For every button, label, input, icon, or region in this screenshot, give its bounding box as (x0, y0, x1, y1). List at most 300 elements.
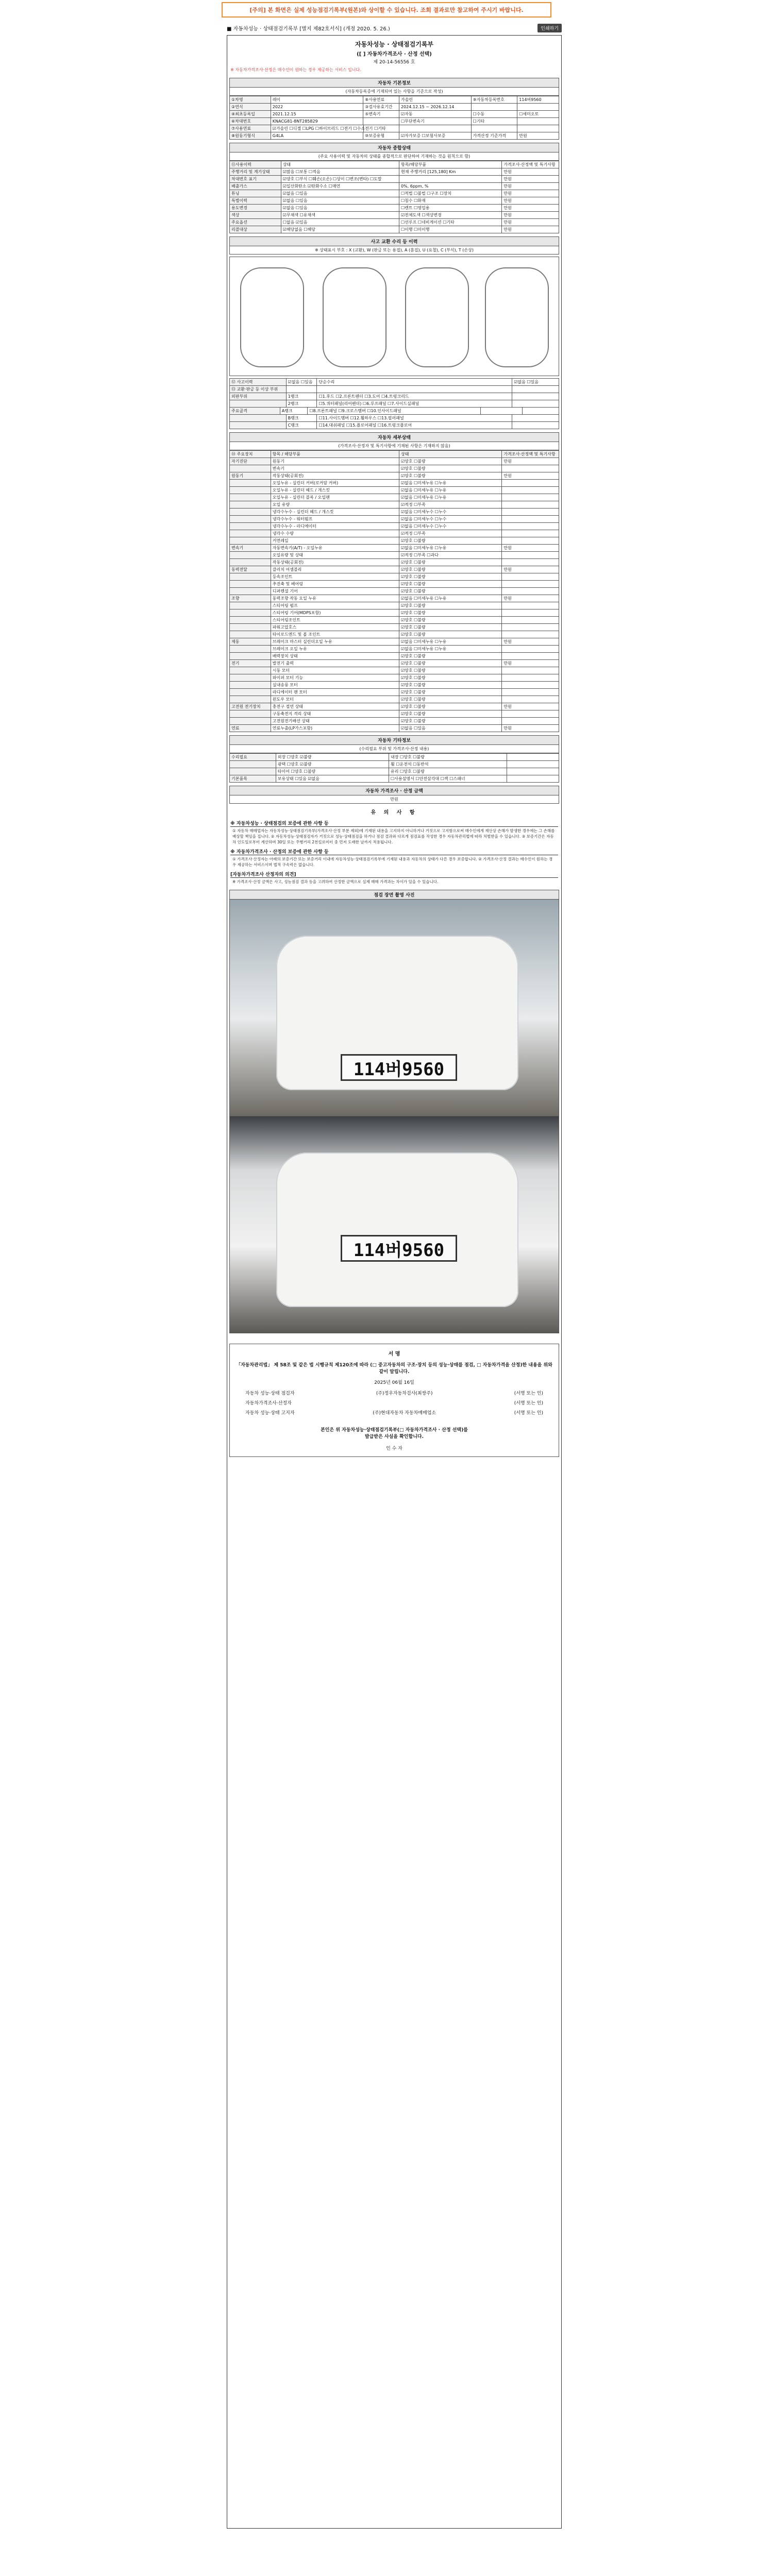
table-cell: ☑없음 ☐미세누유 ☐누유 (399, 638, 502, 646)
table-cell: 구동축전지 격리 상태 (271, 710, 399, 718)
table-cell: 가격산정 기준가격 (472, 132, 518, 140)
table-cell (502, 480, 559, 487)
table-row (230, 487, 559, 494)
accident-section (227, 236, 561, 429)
table-cell: 와이퍼 모터 기능 (271, 674, 399, 682)
status-note: (주요 사용이력 및 자동차의 상태를 종합적으로 판단하여 기재하는 것을 원칙으로 함) (229, 152, 559, 161)
table-cell (230, 516, 271, 523)
table-cell: ☑양호 ☐불량 (399, 581, 502, 588)
table-row (230, 480, 559, 487)
table-cell (502, 487, 559, 494)
table-row (230, 631, 559, 638)
top-bar (227, 23, 562, 33)
table-cell (230, 761, 276, 768)
table-cell: 만원 (502, 725, 559, 732)
detail-head: 자동차 세부상태 (229, 432, 559, 442)
table-cell: ☑없음 ☐있음 (281, 205, 399, 212)
table-cell: ☑양호 ☐불량 (399, 573, 502, 581)
notes-section-3-text: ※ 가격조사·산정 금액은 사고, 성능점검 결과 등을 고려하여 산정한 금액으로 실제 매매 가격과는 차이가 있을 수 있습니다. (232, 879, 439, 884)
table-cell: 오일유량 및 상태 (271, 552, 399, 559)
table-cell: ☑없음 ☐미세누수 ☐누수 (399, 509, 502, 516)
receipt-statement-1: 본인은 위 자동차성능·상태점검기록부(□ 자동차가격조사 · 산정 선택)를 (321, 1428, 468, 1433)
table-cell: ☑많음 ☐보통 ☐적음 (281, 168, 399, 176)
table-cell: 가솔린 (399, 96, 472, 104)
table-cell: ☑없음 ☐미세누유 ☐누유 (399, 646, 502, 653)
license-plate-2: 114버9560 (341, 1235, 457, 1262)
table-cell: ☑양호 ☐불량 (399, 559, 502, 566)
table-cell (230, 415, 287, 422)
table-header-cell: ⑭ 주요장치 (230, 451, 271, 458)
table-cell: ☐수동 (472, 111, 518, 118)
table-cell (230, 689, 271, 696)
table-cell (230, 523, 271, 530)
table-cell (230, 509, 271, 516)
table-cell: ☑적정 ☐부족 ☐과다 (399, 552, 502, 559)
table-row (230, 458, 559, 465)
notes-section-3-title: [자동차가격조사 산정자의 의견] (230, 871, 558, 878)
table-cell (512, 386, 559, 393)
table-cell: ☑없음 ☐미세누유 ☐누유 (399, 494, 502, 501)
table-cell: 특별이력 (230, 197, 281, 205)
table-cell: ☑적정 ☐부족 (399, 530, 502, 537)
table-cell: ☐침수 ☐화재 (399, 197, 502, 205)
table-cell: 스티어링 펌프 (271, 602, 399, 609)
table-row (230, 710, 559, 718)
table-cell (230, 682, 271, 689)
table-cell (502, 494, 559, 501)
table-cell (507, 754, 559, 761)
table-cell: 레이 (271, 96, 363, 104)
table-cell: 가격조사·산정액 및 특기사항 (502, 161, 559, 168)
table-cell: 파워고압호스 (271, 624, 399, 631)
table-cell (230, 573, 271, 581)
table-cell: ☑양호 ☐불량 (399, 682, 502, 689)
table-cell (502, 581, 559, 588)
table-cell: 발전기 출력 (271, 660, 399, 667)
table-cell (399, 176, 502, 183)
basic-info-section (227, 78, 561, 140)
table-cell (230, 588, 271, 595)
table-row (230, 703, 559, 710)
table-cell: ⑬ 교환·판금 등 이상 부위 (230, 386, 287, 393)
table-cell (230, 768, 276, 775)
table-cell: 추진축 및 베어링 (271, 581, 399, 588)
table-cell: ☑없음 ☐있음 (399, 725, 502, 732)
table-cell: 만원 (502, 190, 559, 197)
table-cell: 전기 (230, 660, 271, 667)
table-cell: 만원 (502, 212, 559, 219)
table-header-cell: 항목 / 해당부품 (271, 451, 399, 458)
table-cell: ☐없음 ☑있음 (281, 219, 399, 226)
table-cell: ☐세미오토 (517, 111, 559, 118)
table-row (230, 132, 559, 140)
table-cell: 외판부위 (230, 393, 287, 400)
other-info-section (227, 735, 561, 783)
appraiser-sign: (서명 또는 인) (514, 1401, 543, 1406)
table-cell: 조향 (230, 595, 271, 602)
table-cell: 동력조향 작동 오일 누유 (271, 595, 399, 602)
table-cell: 오일 유량 (271, 501, 399, 509)
table-cell: ⑩보증유형 (363, 132, 399, 140)
table-cell (472, 104, 518, 111)
table-cell (507, 768, 559, 775)
table-cell: ☑무채색 ☐유채색 (281, 212, 399, 219)
table-cell (502, 682, 559, 689)
table-cell: ☐14.대쉬패널 ☐15.플로어패널 ☐16.트렁크플로어 (317, 422, 512, 429)
table-cell: 만원 (502, 545, 559, 552)
table-cell: 2024.12.15 ~ 2026.12.14 (399, 104, 472, 111)
table-cell: 용도변경 (230, 205, 281, 212)
table-cell: ☐사용설명서 ☐안전삼각대 ☐잭 ☐스패너 (389, 775, 507, 783)
table-cell: 타이어 ☐양호 ☐불량 (276, 768, 389, 775)
table-cell: ☑없음 ☐미세누유 ☐누유 (399, 545, 502, 552)
table-cell: 만원 (502, 458, 559, 465)
table-row (230, 653, 559, 660)
table-cell: 1랭크 (287, 393, 317, 400)
table-row (230, 718, 559, 725)
table-cell (512, 400, 559, 408)
table-cell: ☐기타 (472, 118, 518, 125)
table-row (230, 176, 559, 183)
table-cell: 고전원전기배선 상태 (271, 718, 399, 725)
table-cell (517, 118, 559, 125)
table-row (230, 624, 559, 631)
doc-number: 제 20-14-56556 호 (373, 60, 415, 65)
table-cell: 만원 (517, 132, 559, 140)
table-cell: ☐무단변속기 (399, 118, 472, 125)
status-head: 자동차 종합상태 (229, 143, 559, 152)
table-cell: 원동기 (230, 472, 271, 480)
table-cell: KNACG81-8NT285829 (271, 118, 363, 125)
table-cell (230, 646, 271, 653)
table-row (230, 638, 559, 646)
table-row (230, 118, 559, 125)
table-cell: ☑일산화탄소 ☑탄화수소 ☐매연 (281, 183, 399, 190)
notes-head: 유 의 사 항 (371, 810, 418, 816)
table-cell: 등속조인트 (271, 573, 399, 581)
table-cell: 냉각수누수 - 라디에이터 (271, 523, 399, 530)
table-cell: 오일누유 - 실린더 헤드 / 개스킷 (271, 487, 399, 494)
table-row (230, 566, 559, 573)
table-row (230, 581, 559, 588)
table-cell (230, 653, 271, 660)
car-bottom-diagram (405, 267, 469, 367)
table-header-cell: 가격조사·산정액 및 특기사항 (502, 451, 559, 458)
table-cell (230, 667, 271, 674)
car-top-diagram (323, 267, 386, 367)
table-cell: 스티어링조인트 (271, 617, 399, 624)
table-row (230, 689, 559, 696)
table-cell: ☑양호 ☐불량 (399, 458, 502, 465)
table-cell: 튜닝 (230, 190, 281, 197)
table-cell (230, 552, 271, 559)
table-cell: 만원 (502, 183, 559, 190)
table-row (230, 545, 559, 552)
notifier-label: 자동차 성능·상태 고지자 (245, 1411, 295, 1416)
table-cell: B랭크 (287, 415, 317, 422)
table-cell: ☑양호 ☐불량 (399, 660, 502, 667)
table-row (230, 96, 559, 104)
table-cell: 작동상태(공회전) (271, 472, 399, 480)
table-cell: 오일누유 - 실린더 커버(로커암 커버) (271, 480, 399, 487)
table-cell: ☑없음 ☐미세누유 ☐누유 (399, 480, 502, 487)
table-cell: 자동변속기(A/T) - 오일누유 (271, 545, 399, 552)
table-cell: ☑자가보증 ☐보험사보증 (399, 132, 472, 140)
table-cell: 만원 (502, 197, 559, 205)
table-cell: ☑양호 ☐불량 (399, 566, 502, 573)
table-cell: 오일누유 - 실린더 블록 / 오일팬 (271, 494, 399, 501)
table-cell (512, 422, 559, 429)
table-cell: 만원 (502, 638, 559, 646)
license-plate-1: 114버9560 (341, 1054, 457, 1081)
other-info-table (229, 753, 559, 783)
table-cell (230, 617, 271, 624)
table-cell (502, 573, 559, 581)
table-cell: ☑양호 ☐불량 (399, 703, 502, 710)
table-cell: 만원 (502, 660, 559, 667)
table-cell (230, 696, 271, 703)
table-cell: C랭크 (287, 422, 317, 429)
basic-info-table (229, 96, 559, 140)
table-cell (517, 104, 559, 111)
inspection-document (227, 35, 562, 2529)
table-cell (502, 523, 559, 530)
table-cell: ☑없음 ☐있음 (512, 379, 559, 386)
table-row (230, 509, 559, 516)
table-cell (502, 530, 559, 537)
table-cell (502, 710, 559, 718)
table-cell: ⑪사용이력 (230, 161, 281, 168)
table-cell: 냉각수 수량 (271, 530, 399, 537)
table-cell (230, 487, 271, 494)
table-cell (502, 602, 559, 609)
table-row (230, 494, 559, 501)
table-cell: ☑없음 ☐있음 (281, 197, 399, 205)
table-cell: ☐렌트 ☐영업용 (399, 205, 502, 212)
signature-section (229, 1344, 559, 1457)
table-cell (502, 552, 559, 559)
table-cell: ⑥차대번호 (230, 118, 271, 125)
table-cell (472, 125, 518, 132)
table-cell: ☑양호 ☐불량 (399, 588, 502, 595)
accident-table (229, 378, 559, 429)
table-header-row (230, 451, 559, 458)
table-cell: ☑양호 ☐불량 (399, 653, 502, 660)
table-cell: ☑양호 ☐불량 (399, 624, 502, 631)
table-cell: 수리필요 (230, 754, 276, 761)
table-cell: 작동상태(공회전) (271, 559, 399, 566)
table-row (230, 226, 559, 233)
car-diagram-panel (229, 257, 559, 376)
table-cell: ☑양호 ☐불량 (399, 696, 502, 703)
doc-subtitle: ([ ] 자동차가격조사 · 산정 선택) (357, 52, 432, 57)
table-cell: 배출가스 (230, 183, 281, 190)
detail-table (229, 450, 559, 732)
table-row (230, 674, 559, 682)
table-cell: 상태 (281, 161, 399, 168)
table-cell: ☑없음 ☐미세누수 ☐누수 (399, 523, 502, 530)
table-cell (230, 710, 271, 718)
table-row (230, 609, 559, 617)
table-row (230, 212, 559, 219)
table-row (230, 472, 559, 480)
table-cell: ☐이행 ☐미이행 (399, 226, 502, 233)
table-cell: ☑해당없음 ☐해당 (281, 226, 399, 233)
table-cell (230, 631, 271, 638)
table-row (230, 501, 559, 509)
table-cell (517, 125, 559, 132)
table-row (230, 393, 559, 400)
table-cell: A랭크 (280, 408, 308, 415)
doc-title: 자동차성능 · 상태점검기록부 (355, 41, 434, 48)
table-cell: 만원 (502, 226, 559, 233)
table-cell (502, 646, 559, 653)
table-cell: ☐적법 ☐불법 ☐구조 ☐장치 (399, 190, 502, 197)
table-cell: ☐11.사이드멤버 ☐12.휠하우스 ☐13.필러패널 (317, 415, 512, 422)
table-cell (287, 386, 317, 393)
table-row (230, 379, 559, 386)
table-cell (502, 653, 559, 660)
table-cell: 만원 (502, 176, 559, 183)
table-row (230, 595, 559, 602)
signature-head: 서 명 (388, 1351, 400, 1357)
table-row (230, 190, 559, 197)
table-cell: 타이로드엔드 및 볼 조인트 (271, 631, 399, 638)
table-cell: ☑전체도색 ☐색상변경 (399, 212, 502, 219)
other-info-note: (수리필요 부위 및 가격조사·산정 내용) (229, 745, 559, 753)
notifier-name: (주)현대자동차 자동차매매업소 (373, 1411, 436, 1416)
table-cell: 차대번호 표기 (230, 176, 281, 183)
notes-section-2-text: ① 가격조사·산정자는 아래의 보증기간 또는 보증거리 이내에 자동차성능·상태점검기록부에 기재된 내용과 자동차의 상태가 다른 경우 보증합니다. ② 가격조사·산정 결과는 매수인이 원하는 경우 제공하는 서비스이며 법적 구속력은 없습니다. (232, 857, 553, 867)
table-cell (364, 125, 400, 132)
inspection-photo-rear (229, 1116, 559, 1333)
table-row (230, 559, 559, 566)
total-section (227, 786, 561, 804)
table-cell: ☑양호 ☐부식 ☐훼손(오손) ☐상이 ☐변조(변타) ☐도말 (281, 176, 399, 183)
table-cell: ☐1.후드 ☐2.프론트펜더 ☐3.도어 ☐4.트렁크리드 (317, 393, 512, 400)
table-row (230, 775, 559, 783)
table-row (230, 725, 559, 732)
total-head: 자동차 가격조사 · 산정 금액 (229, 786, 559, 795)
print-button[interactable]: 인쇄하기 (537, 24, 562, 32)
table-cell: ⑧사용연료 (363, 96, 399, 104)
table-cell: 브레이크 오일 누유 (271, 646, 399, 653)
table-cell: 클러치 어셈블리 (271, 566, 399, 573)
table-row (230, 205, 559, 212)
table-cell: 주요골격 (230, 408, 280, 415)
table-cell: ☐8.프론트패널 ☐9.크로스멤버 ☐10.인사이드패널 (308, 408, 480, 415)
table-cell (230, 422, 287, 429)
total-value: 만원 (229, 795, 559, 804)
status-section (227, 143, 561, 233)
table-cell: ☐선루프 ☐네비게이션 ☐기타 (399, 219, 502, 226)
table-cell: 제동 (230, 638, 271, 646)
table-cell: 2랭크 (287, 400, 317, 408)
notes-section-1-title: ※ 자동차성능 · 상태점검의 보증에 관한 사항 등 (230, 820, 558, 827)
table-cell (502, 501, 559, 509)
table-row (230, 537, 559, 545)
table-cell: 색상 (230, 212, 281, 219)
table-row (230, 602, 559, 609)
table-cell (230, 501, 271, 509)
table-cell: ☑양호 ☐불량 (399, 631, 502, 638)
table-row (230, 523, 559, 530)
table-row (230, 573, 559, 581)
signature-intro: 「자동차관리법」 제 58조 및 같은 법 시행규칙 제120조에 따라 (□ 중고자동차의 구조·장치 등의 성능·상태를 점검, □ 자동차가격을 산정)한 내용을 위와 같이 알립니다. (236, 1363, 552, 1375)
table-cell: ☑가솔린 ☐디젤 ☐LPG ☐하이브리드 ☐전기 ☐수소전기 ☐기타 (271, 125, 364, 132)
basic-info-head: 자동차 기본정보 (229, 78, 559, 88)
table-cell (523, 408, 559, 415)
table-row (230, 660, 559, 667)
table-cell: 라디에이터 팬 모터 (271, 689, 399, 696)
table-cell (512, 393, 559, 400)
table-cell (230, 624, 271, 631)
table-cell (230, 494, 271, 501)
table-cell: 항목/해당부품 (399, 161, 502, 168)
table-cell (230, 559, 271, 566)
table-cell (230, 400, 287, 408)
notifier-sign: (서명 또는 인) (514, 1411, 543, 1416)
table-cell: 내장 ☐양호 ☐불량 (389, 754, 507, 761)
table-cell: 배력장치 상태 (271, 653, 399, 660)
table-cell: ☑양호 ☐불량 (399, 609, 502, 617)
table-cell (230, 465, 271, 472)
table-cell: 윈도우 모터 (271, 696, 399, 703)
table-cell (230, 674, 271, 682)
table-cell (502, 667, 559, 674)
table-cell (230, 602, 271, 609)
table-cell: 만원 (502, 566, 559, 573)
table-cell: 만원 (502, 219, 559, 226)
table-cell: 만원 (502, 472, 559, 480)
table-row (230, 161, 559, 168)
table-row (230, 530, 559, 537)
table-cell: ☑없음 ☐미세누유 ☐누유 (399, 595, 502, 602)
table-cell: 리콜대상 (230, 226, 281, 233)
table-cell (230, 537, 271, 545)
table-cell: 자기진단 (230, 458, 271, 465)
table-cell (230, 718, 271, 725)
table-row (230, 552, 559, 559)
table-cell (502, 516, 559, 523)
table-cell (502, 718, 559, 725)
table-cell: 단순수리 (317, 379, 512, 386)
table-cell: ☑양호 ☐불량 (399, 710, 502, 718)
table-cell: ☑자동 (399, 111, 472, 118)
table-cell: 연료누출(LP가스포함) (271, 725, 399, 732)
table-cell (399, 125, 471, 132)
inspector-label: 자동차 성능·상태 점검자 (245, 1391, 295, 1396)
table-cell: 실내송풍 모터 (271, 682, 399, 689)
notes-section-2-title: ※ 자동차가격조사 · 산정의 보증에 관한 사항 등 (230, 848, 558, 855)
table-cell: ①차명 (230, 96, 271, 104)
service-note: ※ 자동차가격조사·산정은 매수인이 원하는 경우 제공하는 서비스 입니다. (230, 67, 361, 72)
warning-notice: [주의] 본 화면은 실제 성능점검기록부(원본)와 상이할 수 있습니다. 조회 결과로만 참고하여 주시기 바랍니다. (222, 2, 551, 18)
table-cell: ⑫ 사고이력 (230, 379, 287, 386)
accident-note: ※ 상태표시 부호 : X (교환), W (판금 또는 용접), A (흠집), U (요철), C (부식), T (손상) (229, 246, 559, 255)
appraiser-label: 자동차가격조사·산정자 (245, 1401, 292, 1406)
table-cell: 연료 (230, 725, 271, 732)
notes-section-1-text: ① 자동차 매매업자는 자동차성능·상태점검기록부(가격조사·산정 부분 제외)에 기재된 내용을 고지하지 아니하거나 거짓으로 고지함으로써 매수인에게 재산상 손해가 발생한 경우에는 그 손해를 배상할 책임을 집니다. ② 자동차성능·상태점검자가 거짓으로 성능·상태점검을 하거나 점검 결과와 다르게 점검표를 작성한 경우 자동차관리법에 따라 처벌받을 수 있습니다. ③ 보증기간은 자동차 인도일로부터 계산하며 30일 또는 주행거리 2천킬로미터 중 먼저 도래한 날까지 적용됩니다. (232, 828, 555, 844)
table-cell: 원동기 (271, 458, 399, 465)
table-cell: ☑양호 ☐불량 (399, 537, 502, 545)
table-cell (230, 609, 271, 617)
table-cell (502, 689, 559, 696)
table-cell: 주행거리 및 계기상태 (230, 168, 281, 176)
table-row (230, 682, 559, 689)
car-side-right-diagram (485, 267, 549, 367)
table-cell: 고전원 전기장치 (230, 703, 271, 710)
